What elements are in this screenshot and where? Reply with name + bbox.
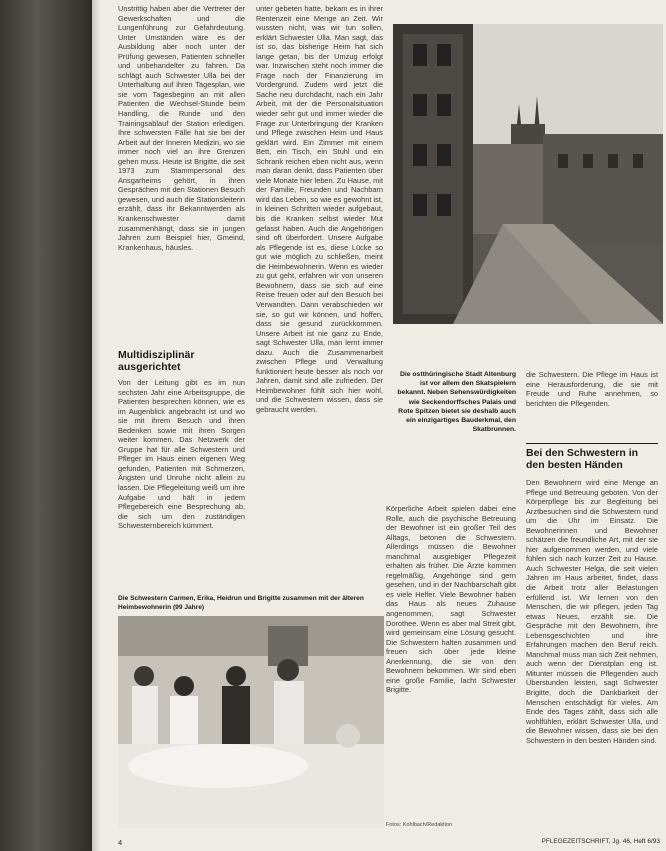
column-3-paragraph: die Schwestern. Die Pflege im Haus ist eine Herausforderung, die sie mit Freude und Ruhe annehmen, so berichten die Pflegenden. <box>526 370 658 408</box>
altenburg-street-photo <box>393 24 663 324</box>
section-heading-schwestern: Bei den Schwestern in den besten Händen <box>526 447 639 471</box>
column-2-paragraph: unter gebeten hatte, bekam es in ihrer Rentenzeit eine Menge an Zeit. Wir wussten nicht, was wir tun sollen, erklärt Schwester Ulla. Man sagt, das ist so, das bisherige Heim hat sich lange getan, bis der Umzug erfolgt war. Inzwischen steht noch immer die Frage nach der Finanzierung im Vordergrund. Zudem wird jetzt die Sache neu durchdacht, nach ein Jahr Arbeit, mit der die Personalsituation wieder sehr gut und immer wieder die Frage zur Unterbringung der Kranken und Pflege zwischen Heim und Haus geklärt wird. Ein Zimmer mit einem Bett, ein Tisch, ein Stuhl und ein Schrank reichen eben nicht aus, wenn man daran denkt, dass Patienten über viele Monate hier leben. Zu Hause, mit der Familie, Freunden und Nachbarn wird das Leben, so wie es gewohnt ist, in kleinen Schritten wieder aufgebaut, bis die Kranken selbst wieder Mut gefasst haben. Auch die Angehörigen sind oft überfordert. Unsere Aufgabe als Pflegende ist es, diese Lücke so gut wie möglich zu schließen, meint die Heimbewohnerin. Wenn es wieder zu gut geht, erfahren wir von unseren Bewohnern, dass sie sich auf eine Reise freuen oder auf den Besuch bei Verwandten. Dann verabschieden wir sie, so gut wir können, und hoffen, dass sie gesund zurückkommen. Unsere Arbeit ist nie ganz zu Ende, sagt Schwester Ulla, man lernt immer dazu. Auch die Zusammenarbeit zwischen Pflege und Verwaltung funktioniert heute besser als noch vor Jahren, damit sind alle zufrieden. Der Heimbewohner fühlt sich hier wohl, und die Schwestern wissen, dass sie gebraucht werden. <box>256 4 383 414</box>
page-edge-shadow <box>92 0 100 851</box>
street-scene-illustration <box>393 24 663 324</box>
photo-credit: Fotos: Kohlbach/Redaktion <box>386 822 453 828</box>
nurses-group-photo <box>118 616 384 828</box>
column-1-paragraph: Unstrittig haben aber die Vertreter der Gewerkschaften und die Lungenführung zur Gefahrdeutung. Unter Umständen wäre es der Ausbildung aber noch unter der Prüfung gewesen, Patienten schneller und unbehandelter zu fahren. Da schlägt auch Schwester Ulla bei der Unterhaltung auf ihren Tagesplan, wie sie vom Tagesbeginn an mit allen Patienten die Wechsel-Stunde beim Handling, die Runde und den Trainingsablauf der Station erledigen. Ihre schwersten Fälle hat sie bei der Arbeit auf der Inneren Medizin, wo sie immer noch viel an ihre Grenzen gehen muss. Heute ist Brigitte, die seit 1973 zum Stammpersonal des Ansgarheims gehört, in ihren Gesprächen mit den Stationen Besuch gewesen, und auch die Stationsleiterin erzählt, dass ihr Bekanntwerden als Krankenschwester damit zusammenhängt, dass sie in jungen Jahren zum Beispiel hier, Gmeind, Krankenhaus, häusles. <box>118 4 245 252</box>
column-1-text <box>118 4 245 320</box>
column-3-text-2 <box>526 478 658 830</box>
column-3-text <box>526 370 658 412</box>
column-3-paragraph-2: Den Bewohnern wird eine Menge an Pflege und Betreuung geboten. Von der Körperpflege bis zur Begleitung bei Arztbesuchen sind die Schwestern rund um die Uhr im Einsatz. Die Bewohnerinnen und Bewohner schätzen die freundliche Art, mit der sie hier aufgenommen werden, und viele fühlen sich nach kurzer Zeit zu Hause. Auch Schwester Helga, die seit vielen Jahren im Haus arbeitet, findet, dass die Arbeit trotz aller Belastungen erfüllend ist. Wir lernen von den Menschen, die wir pflegen, jeden Tag etwas Neues, erzählt sie. Die Gespräche mit den Bewohnern, ihre Lebensgeschichten und ihre Erfahrungen machen den Beruf reich. Manchmal muss man sich Zeit nehmen, auch wenn der Dienstplan eng ist. Mitunter müssen die Pflegenden auch Überstunden leisten, sagt Schwester Brigitte, doch die Dankbarkeit der Menschen entschädigt für vieles. Am Ende des Tages zählt, dass sich alle wohlfühlen, erklärt Schwester Ulla, und die Bewohner wissen, dass sie bei den Schwestern in den besten Händen sind. <box>526 478 658 745</box>
column-2-text-2 <box>386 504 516 834</box>
book-binding <box>0 0 92 851</box>
column-1-paragraph-2: Von der Leitung gibt es im nun sechsten Jahr eine Arbeitsgruppe, die Patienten besprechen können, wie es im Augenblick angebracht ist und wo sie mit ihrem Besuch und ihren Bedenken sowie mit ihren Sorgen weiter kommen. Das Netzwerk der Gruppe hat für alle Schwestern und Pfleger im Haus einen eigenen Weg gefunden, Patienten mit Schmerzen, Ängsten und Unruhe nicht allein zu lassen. Die Pflegeleitung weiß um ihre Aufgabe und hält in jedem Pflegebereich eine Besprechung ab, die sich um den zuständigen Schwesternbereich kümmert. <box>118 378 245 531</box>
caption-schwestern: Die Schwestern Carmen, Erika, Heidrun und Brigitte zusammen mit der älteren Heimbewohnerin (99 Jahre) <box>118 595 364 611</box>
nurses-scene-illustration <box>118 616 384 828</box>
column-2-paragraph-2: Körperliche Arbeit spielen dabei eine Rolle, auch die psychische Betreuung der Bewohner ist ein großer Teil des Alltags, betonen die Schwestern. Allerdings müssen die Bewohner manchmal ausgiebiger Pflegezeit erhalten als früher. Die Ärzte kommen regelmäßig, Angehörige sind gern gesehen, und in der Nachbarschaft gibt es viele Helfer. Viele Bewohner haben das Haus als neues Zuhause angenommen, sagt Schwester Dorothee. Wenn es aber mal Streit gibt, wird gemeinsam eine Lösung gesucht. Die Schwestern halten zusammen und freuen sich über jede kleine Anerkennung, die sie von den Bewohnern bekommen. Wir sind eben eine große Familie, lacht Schwester Brigitte. <box>386 504 516 695</box>
column-1-text-2 <box>118 378 245 588</box>
page-number: 4 <box>118 838 123 847</box>
column-2-text <box>256 4 383 549</box>
section-heading-multidisziplinaer: Multidisziplinär ausgerichtet <box>118 349 195 373</box>
journal-footer: PFLEGEZEITSCHRIFT, Jg. 46, Heft 6/93 <box>541 838 660 845</box>
caption-altenburg: Die ostthüringische Stadt Altenburg ist vor allem den Skatspielern bekannt. Neben Sehenswürdigkeiten wie Seckendorffsches Palais und Rote Spitzen bietet sie deshalb auch ein einzigartiges Bauderkmal, den Skatbrunnen. <box>397 371 516 434</box>
section-rule <box>526 443 658 444</box>
